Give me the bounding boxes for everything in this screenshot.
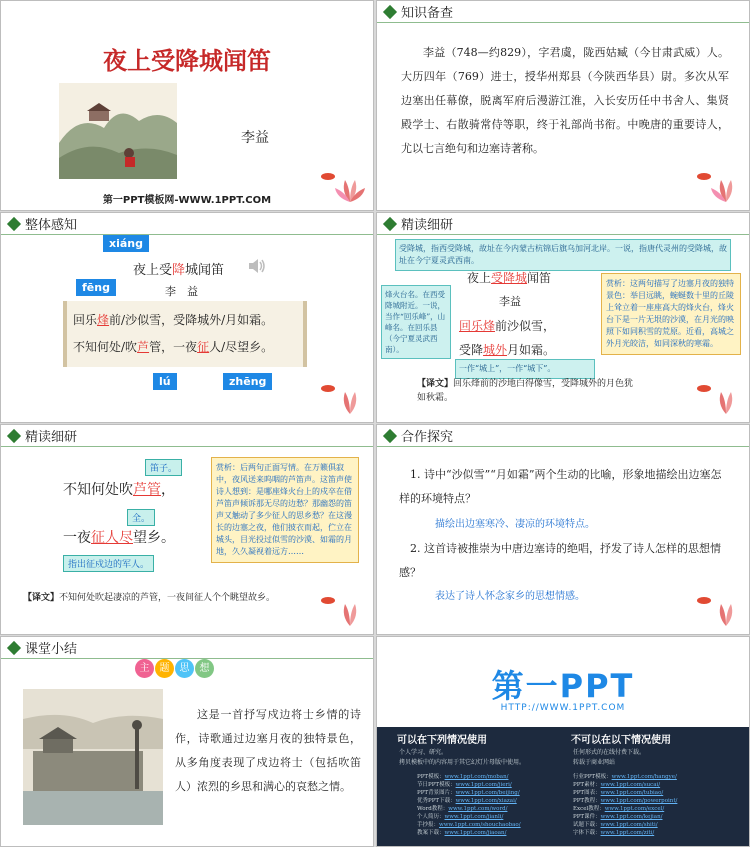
link-label: 个人简历：: [417, 814, 445, 820]
lotus-icon: [333, 596, 367, 630]
badge-char: 想: [195, 659, 214, 678]
poem-highlight: 芦: [137, 340, 150, 354]
lotus-icon: [709, 596, 743, 630]
poem-text: 不知何处吹: [63, 482, 133, 498]
link-row[interactable]: [417, 781, 567, 789]
link-label: 优秀PPT下载：: [417, 798, 456, 804]
link-url[interactable]: www.1ppt.com/jiaoan/: [444, 830, 507, 836]
link-label: Word教程：: [417, 806, 449, 812]
slide-discussion[interactable]: [376, 424, 750, 635]
header-title: 知识备查: [401, 6, 454, 21]
links-right: [573, 773, 743, 837]
poem-title-part: 夜上受: [133, 263, 173, 278]
cannot-use-item: 任何形式的在线付费下载。: [573, 749, 646, 756]
poem-highlight: 城外: [483, 343, 508, 357]
link-row[interactable]: [417, 797, 567, 805]
poem-line-2: [459, 341, 555, 358]
slide-brand[interactable]: [376, 636, 750, 847]
diamond-icon: [7, 216, 21, 230]
poem-line-2: [73, 338, 273, 355]
poem-title: [133, 259, 224, 278]
appreciation-box: 赏析：这两句描写了边塞月夜的独特景色：举目远眺，蜿蜒数十里的丘陵上耸立着一座座高大的烽火台，烽火台下是一片无垠的沙漠，在月光的映照下如同积雪的荒原。近看，高城之外月光皎洁，如同深秋的寒霜。: [601, 273, 741, 355]
poem-highlight: 尽: [119, 530, 133, 546]
translation-text: 不知何处吹起凄凉的芦管，一夜间征人个个眺望故乡。: [59, 593, 276, 603]
link-row[interactable]: [573, 773, 743, 781]
link-url[interactable]: www.1ppt.com/ziti/: [600, 830, 655, 836]
diamond-icon: [383, 216, 397, 230]
link-url[interactable]: www.1ppt.com/word/: [448, 806, 508, 812]
answer-2: 表达了诗人怀念家乡的思想情感。: [435, 591, 585, 602]
poem-highlight: 受降城: [491, 271, 528, 285]
slide-title-footer: 第一PPT模板网-WWW.1PPT.COM: [102, 195, 272, 206]
link-label: 试题下载：: [573, 822, 601, 828]
poem-title-part: 城闻笛: [185, 263, 225, 278]
badge-char: 题: [155, 659, 174, 678]
poem-line-1: [73, 311, 273, 328]
slide-knowledge[interactable]: [376, 0, 750, 211]
slide-title-author: 李益: [241, 130, 269, 146]
poem-text: 闻笛: [527, 271, 552, 285]
cannot-use-item: 转载于商业网站: [573, 759, 616, 766]
pinyin-xiang: xiáng: [103, 235, 149, 252]
poem-author: 李 益: [165, 285, 198, 298]
note-feng: 烽火台名。在西受降城附近。一说，当作“回乐峰”，山峰名。在回乐县（今宁夏灵武西南）。: [381, 285, 451, 359]
link-label: 节日PPT模板：: [417, 782, 456, 788]
poem-text: 不知何处/吹: [73, 340, 138, 354]
pinyin-lu: lú: [153, 373, 177, 390]
slide-header: [377, 1, 749, 23]
poem-line-1: [63, 479, 175, 499]
link-row[interactable]: [573, 813, 743, 821]
poem-text: 受降: [459, 343, 484, 357]
slide-close-reading-2[interactable]: [0, 424, 374, 635]
theme-badge: [135, 659, 214, 678]
link-row[interactable]: [573, 805, 743, 813]
diamond-icon: [383, 428, 397, 442]
poem-text: ，: [161, 482, 175, 498]
slide-summary[interactable]: [0, 636, 374, 847]
poem-text: 望乡。: [133, 530, 175, 546]
question-2: 2. 这首诗被推崇为中唐边塞诗的绝唱，抒发了诗人怎样的思想情感？: [399, 542, 721, 579]
brand-url[interactable]: HTTP://WWW.1PPT.COM: [500, 703, 626, 713]
diamond-icon: [7, 640, 21, 654]
link-row[interactable]: [573, 821, 743, 829]
link-url[interactable]: www.1ppt.com/excel/: [604, 806, 665, 812]
summary-text: 这是一首抒写戍边将士乡情的诗作，诗歌通过边塞月夜的独特景色，从多角度表现了戍边将士（包括吹笛人）浓烈的乡思和满心的哀愁之情。: [175, 708, 361, 793]
slide-header: [1, 425, 373, 447]
link-url[interactable]: www.1ppt.com/hangye/: [611, 774, 677, 780]
link-url[interactable]: www.1ppt.com/jieri/: [455, 782, 512, 788]
can-use-item: 拷贝模板中的内容用于其它幻灯片母版中使用。: [399, 759, 526, 766]
link-row[interactable]: [573, 789, 743, 797]
lotus-icon: [333, 384, 367, 418]
poem-text: 一夜: [63, 530, 91, 546]
speaker-icon[interactable]: [247, 257, 267, 275]
poem-text: 管，一夜: [149, 340, 198, 354]
link-url[interactable]: www.1ppt.com/powerpoint/: [600, 798, 678, 804]
link-row[interactable]: [573, 781, 743, 789]
link-row[interactable]: [417, 829, 567, 837]
slide-header: [377, 425, 749, 447]
link-url[interactable]: www.1ppt.com/shiti/: [600, 822, 658, 828]
lotus-icon: [333, 172, 367, 206]
author-bio: 李益（748—约829），字君虞，陇西姑臧（今甘肃武威）人。大历四年（769）进士，授华州郑县（今陕西华县）尉。多次从军边塞出任幕僚，脱离军府后漫游江淮，入长安历任中书舍人、集贤殿学士、右散骑常侍等职，终于礼部尚书衔。中晚唐的重要诗人，尤以七言绝句和边塞诗著称。: [401, 46, 729, 155]
link-url[interactable]: www.1ppt.com/beijing/: [455, 790, 520, 796]
note-quan: 全。: [127, 509, 155, 526]
poem-text: 回乐: [73, 313, 98, 327]
cannot-use-title: 不可以在以下情况使用: [571, 735, 671, 746]
landscape-painting: [59, 83, 177, 179]
poem-highlight: 征: [197, 340, 210, 354]
header-title: 精读细研: [401, 218, 454, 233]
note-shoujiangcheng: 受降城，指西受降城，故址在今内蒙古杭锦后旗乌加河北岸。一说，指唐代灵州的受降城，故址在今宁夏灵武西南。: [395, 239, 731, 271]
pinyin-zheng: zhēng: [223, 373, 272, 390]
poem-text: 月如霜。: [507, 343, 556, 357]
translation-label: 【译文】: [23, 593, 60, 603]
appreciation-box: 赏析：后两句正面写情。在万籁俱寂中，夜风送来呜咽的芦笛声。这笛声使诗人想到：是哪座烽火台上的戍卒在借芦笛声倾诉那无尽的边愁？那幽怨的笛声又触动了多少征人的思乡愁？在这漫长的边塞之夜，他们披衣而起，伫立在城头，目光投过似雪的沙漠、如霜的月地，久久凝视着远方……: [211, 457, 359, 563]
badge-char: 思: [175, 659, 194, 678]
question-1: 1. 诗中“沙似雪”“月如霜”两个生动的比喻，形象地描绘出边塞怎样的环境特点？: [399, 468, 722, 505]
link-url[interactable]: www.1ppt.com/tubiao/: [600, 790, 664, 796]
link-url[interactable]: www.1ppt.com/shouchaobao/: [439, 822, 521, 828]
fortress-painting: [23, 689, 163, 825]
links-left: [417, 773, 567, 837]
slide-title[interactable]: [0, 0, 374, 211]
poem-title: [467, 269, 551, 286]
poem-text: 人/尽望乡。: [209, 340, 274, 354]
poem-highlight: 芦管: [133, 482, 161, 498]
link-label: PPT素材：: [573, 782, 601, 788]
header-title: 合作探究: [401, 430, 454, 445]
poem-highlight: 烽: [97, 313, 110, 327]
note-chengwai: 一作“城上”，一作“城下”。: [455, 359, 595, 379]
link-row[interactable]: [573, 797, 743, 805]
pinyin-feng: fēng: [76, 279, 116, 296]
slide-header: [377, 213, 749, 235]
poem-highlight: 回乐烽: [459, 319, 496, 333]
lotus-icon: [709, 384, 743, 418]
link-row[interactable]: [417, 773, 567, 781]
link-url[interactable]: www.1ppt.com/kejian/: [600, 814, 663, 820]
link-label: PPT背景图片：: [417, 790, 456, 796]
poem-text: 夜上: [467, 271, 492, 285]
link-label: PPT图表：: [573, 790, 601, 796]
poem-author: 李益: [499, 295, 521, 308]
can-use-item: 个人学习、研究。: [399, 749, 448, 756]
translation: [23, 591, 313, 605]
link-label: PPT教程：: [573, 798, 601, 804]
answer-1: 描绘出边塞寒冷、凄凉的环境特点。: [435, 519, 595, 530]
poem-text: 前沙似雪，: [495, 319, 556, 333]
link-url[interactable]: www.1ppt.com/jianli/: [444, 814, 504, 820]
translation-text: 回乐烽前的沙地白得像雪，受降城外的月色犹如秋霜。: [417, 379, 634, 403]
badge-char: 主: [135, 659, 154, 678]
link-row[interactable]: [573, 829, 743, 837]
link-label: PPT课件：: [573, 814, 601, 820]
note-zhengren: 指出征戍边的军人。: [63, 555, 154, 572]
link-row[interactable]: [417, 789, 567, 797]
link-label: 行业PPT模板：: [573, 774, 612, 780]
diamond-icon: [383, 4, 397, 18]
translation-label: 【译文】: [417, 379, 454, 389]
header-title: 精读细研: [25, 430, 78, 445]
translation: [417, 377, 637, 405]
link-row[interactable]: [417, 821, 567, 829]
header-title: 整体感知: [25, 218, 78, 233]
link-row[interactable]: [417, 813, 567, 821]
poem-highlight: 征人: [91, 530, 119, 546]
note-dizi: 笛子。: [145, 459, 182, 476]
header-title: 课堂小结: [25, 642, 78, 657]
link-label: PPT模板：: [417, 774, 445, 780]
slide-overview[interactable]: [0, 212, 374, 423]
link-label: 手抄报：: [417, 822, 440, 828]
brand-logo: 第一PPT: [491, 667, 635, 705]
diamond-icon: [7, 428, 21, 442]
link-url[interactable]: www.1ppt.com/sucai/: [600, 782, 661, 788]
slide-close-reading-1[interactable]: [376, 212, 750, 423]
poem-line-2: [63, 527, 175, 547]
slide-header: [1, 213, 373, 235]
poem-text: 前/沙似雪，受降城外/月如霜。: [109, 313, 274, 327]
lotus-icon: [709, 172, 743, 206]
link-label: 字体下载：: [573, 830, 601, 836]
link-url[interactable]: www.1ppt.com/xiazai/: [455, 798, 517, 804]
poem-title-highlight: 降: [172, 263, 186, 278]
poem-line-1: [459, 317, 555, 334]
link-label: 教案下载：: [417, 830, 445, 836]
can-use-title: 可以在下列情况使用: [397, 735, 487, 746]
slide-header: [1, 637, 373, 659]
slide-title-heading: 夜上受降城闻笛: [103, 46, 271, 75]
link-label: Excel教程：: [573, 806, 605, 812]
link-row[interactable]: [417, 805, 567, 813]
link-url[interactable]: www.1ppt.com/moban/: [444, 774, 509, 780]
